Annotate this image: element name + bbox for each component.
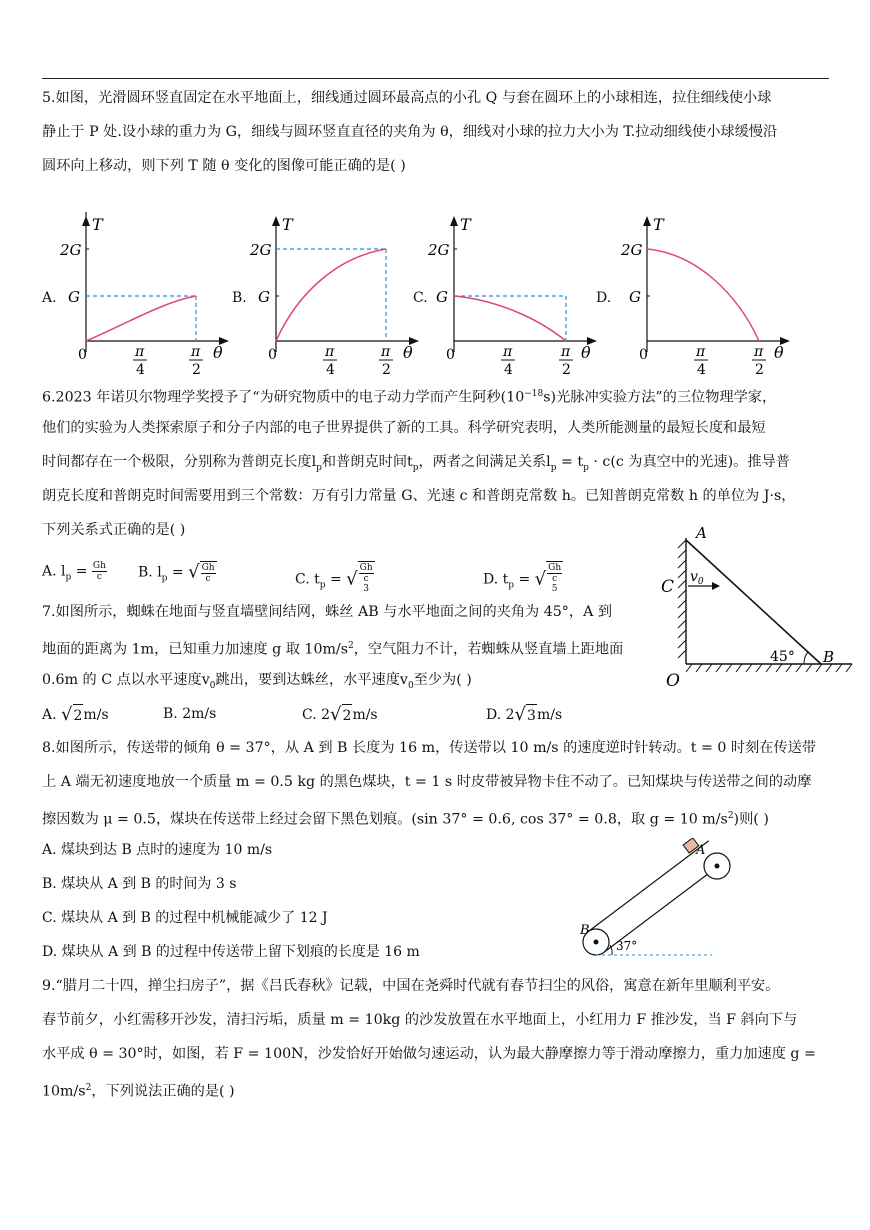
q9-line-1: 9.“腊月二十四，掸尘扫房子”，据《吕氏春秋》记载，中国在尧舜时代就有春节扫尘的风俗，寓意在新年里顺利平安。 bbox=[42, 978, 780, 994]
tick-pi-2-num: π bbox=[561, 344, 571, 360]
q7-option-b[interactable]: B. 2m/s bbox=[163, 706, 217, 722]
point-c-label: C bbox=[661, 577, 675, 597]
angle-label: 45° bbox=[770, 649, 795, 665]
q7-option-c[interactable]: C. 2√2m/s bbox=[302, 704, 378, 725]
q9-line-2: 春节前夕，小红需移开沙发，清扫污垢，质量 m = 10kg 的沙发放置在水平地面上，小红用力 F 推沙发，当 F 斜向下与 bbox=[42, 1012, 798, 1028]
tick-pi-2-num: π bbox=[191, 344, 201, 360]
tick-2g: 2G bbox=[250, 241, 272, 259]
point-b-label: B bbox=[823, 648, 835, 666]
t-curve bbox=[454, 296, 566, 341]
tick-2g: 2G bbox=[428, 241, 450, 259]
tick-pi-2-den: 2 bbox=[382, 362, 391, 378]
q8-line-1: 8.如图所示，传送带的倾角 θ = 37°，从 A 到 B 长度为 16 m，传送带以 10 m/s 的速度逆时针转动。t = 0 时刻在传送带 bbox=[42, 740, 817, 756]
tick-g: G bbox=[629, 288, 641, 306]
tick-pi-4-num: π bbox=[325, 344, 335, 360]
tick-pi-4-num: π bbox=[696, 344, 706, 360]
q7-line-2: 地面的距离为 1m，已知重力加速度 g 取 $10m/s^2$，空气阻力不计，若蜘蛛从竖直墙上距地面 bbox=[42, 641, 624, 658]
x-axis-label: θ bbox=[213, 343, 223, 362]
q6-line-4: 朗克长度和普朗克时间需要用到三个常数：万有引力常量 G、光速 c 和普朗克常数 h。已知普朗克常数 h 的单位为 J·s， bbox=[42, 488, 796, 504]
y-axis-label: T bbox=[92, 215, 103, 234]
velocity-label: $v_0$ bbox=[690, 569, 704, 587]
y-axis-label: T bbox=[282, 215, 293, 234]
q6-line-1: 6.2023 年诺贝尔物理学奖授予了“为研究物质中的电子动力学而产生阿秒$(10^{-18}s)$光脉冲实验方法”的三位物理学家， bbox=[42, 389, 777, 406]
point-a-label: A bbox=[696, 524, 707, 542]
t-curve bbox=[86, 296, 196, 341]
x-axis-label: θ bbox=[774, 343, 784, 362]
q8-option-c[interactable]: C. 煤块从 A 到 B 的过程中机械能减少了 12 J bbox=[42, 910, 328, 926]
q5-line-1: 5.如图，光滑圆环竖直固定在水平地面上，细线通过圆环最高点的小孔 Q 与套在圆环上的小球相连，拉住细线使小球 bbox=[42, 90, 772, 106]
q8-line-3: 擦因数为 μ = 0.5，煤块在传送带上经过会留下黑色划痕。(sin 37° = 0.6, cos 37° = 0.8，取 g = 10 $m/s^2$)则( ) bbox=[42, 811, 769, 828]
origin-label: 0 bbox=[446, 347, 455, 363]
q7-option-d[interactable]: D. 2√3m/s bbox=[486, 704, 563, 725]
q8-option-d[interactable]: D. 煤块从 A 到 B 的过程中传送带上留下划痕的长度是 16 m bbox=[42, 944, 420, 960]
x-axis-label: θ bbox=[403, 343, 413, 362]
q5-line-3: 圆环向上移动，则下列 T 随 θ 变化的图像可能正确的是( ) bbox=[42, 158, 406, 174]
q5-option-d-label[interactable]: D. bbox=[596, 290, 612, 306]
q5-graph-b bbox=[248, 212, 428, 382]
y-axis-label: T bbox=[653, 215, 664, 234]
origin-label: 0 bbox=[78, 347, 87, 363]
tick-pi-4-num: π bbox=[503, 344, 513, 360]
tick-pi-2-den: 2 bbox=[562, 362, 571, 378]
q6-line-5: 下列关系式正确的是( ) bbox=[42, 522, 186, 538]
tick-pi-2-num: π bbox=[381, 344, 391, 360]
q7-option-a[interactable]: A. √2m/s bbox=[42, 704, 109, 725]
wall-hatch bbox=[678, 540, 686, 658]
tick-g: G bbox=[258, 288, 270, 306]
point-o-label: O bbox=[666, 671, 680, 690]
q6-line-2: 他们的实验为人类探索原子和分子内部的电子世界提供了新的工具。科学研究表明，人类所能测量的最短长度和最短 bbox=[42, 420, 766, 436]
tick-pi-2-num: π bbox=[754, 344, 764, 360]
x-axis-label: θ bbox=[581, 343, 591, 362]
origin-label: 0 bbox=[639, 347, 648, 363]
t-curve bbox=[276, 249, 386, 341]
q6-line-3: 时间都存在一个极限，分别称为普朗克长度$l_p$和普朗克时间$t_p$，两者之间满足关系$l_p = t_p \cdot c(c$ 为真空中的光速)。推导普 bbox=[42, 454, 790, 473]
q5-option-c-label[interactable]: C. bbox=[413, 290, 428, 306]
q8-figure bbox=[572, 838, 732, 962]
q9-line-3: 水平成 θ = 30°时，如图，若 F = 100N，沙发恰好开始做匀速运动，认为最大静摩擦力等于滑动摩擦力，重力加速度 g = bbox=[42, 1046, 816, 1062]
y-axis-label: T bbox=[460, 215, 471, 234]
q5-option-b-label[interactable]: B. bbox=[232, 290, 247, 306]
spider-thread-ab bbox=[686, 540, 821, 664]
origin-label: 0 bbox=[268, 347, 277, 363]
tick-2g: 2G bbox=[621, 241, 643, 259]
point-b-label: B bbox=[580, 923, 590, 938]
q9-line-4: $10m/s^2$，下列说法正确的是( ) bbox=[42, 1083, 235, 1100]
tick-pi-4-den: 4 bbox=[136, 362, 145, 378]
q5-line-2: 静止于 P 处.设小球的重力为 G，细线与圆环竖直直径的夹角为 θ，细线对小球的拉力大小为 T.拉动细线使小球缓慢沿 bbox=[42, 124, 778, 140]
tick-pi-4-den: 4 bbox=[697, 362, 706, 378]
tick-pi-4-den: 4 bbox=[326, 362, 335, 378]
tick-pi-2-den: 2 bbox=[192, 362, 201, 378]
q8-line-2: 上 A 端无初速度地放一个质量 m = 0.5 kg 的黑色煤块，t = 1 s 时皮带被异物卡住不动了。已知煤块与传送带之间的动摩 bbox=[42, 774, 812, 790]
q6-option-d[interactable]: D. $t_p$ = √ Gh c $^5$ bbox=[483, 561, 563, 598]
header-rule bbox=[42, 78, 829, 79]
tick-g: G bbox=[436, 288, 448, 306]
tick-pi-4-num: π bbox=[135, 344, 145, 360]
q6-option-a[interactable]: A. $l_p$ = $\frac{Gh}{c}$ bbox=[42, 561, 106, 583]
q6-option-c[interactable]: C. $t_p$ = √ Gh c $^3$ bbox=[295, 561, 375, 598]
t-curve bbox=[647, 249, 759, 341]
q5-graph-a bbox=[58, 212, 238, 382]
tick-pi-4-den: 4 bbox=[504, 362, 513, 378]
angle-label: 37° bbox=[616, 939, 638, 953]
q5-option-a-label[interactable]: A. bbox=[42, 290, 57, 306]
tick-g: G bbox=[68, 288, 80, 306]
q5-graph-c bbox=[426, 212, 606, 382]
q7-line-1: 7.如图所示，蜘蛛在地面与竖直墙壁间结网，蛛丝 AB 与水平地面之间的夹角为 45°，A 到 bbox=[42, 604, 613, 620]
tick-pi-2-den: 2 bbox=[755, 362, 764, 378]
tick-2g: 2G bbox=[60, 241, 82, 259]
q7-figure bbox=[656, 524, 856, 690]
q8-option-a[interactable]: A. 煤块到达 B 点时的速度为 10 m/s bbox=[42, 842, 273, 858]
q7-line-3: 0.6m 的 C 点以水平速度$v_0$跳出，要到达蛛丝，水平速度$v_0$至少为( ) bbox=[42, 672, 472, 691]
q6-option-b[interactable]: B. $l_p$ = √ $\frac{Gh}{c}$ bbox=[138, 561, 215, 584]
point-a-label: A bbox=[696, 843, 706, 858]
q8-option-b[interactable]: B. 煤块从 A 到 B 的时间为 3 s bbox=[42, 876, 237, 892]
q5-graph-d bbox=[619, 212, 799, 382]
